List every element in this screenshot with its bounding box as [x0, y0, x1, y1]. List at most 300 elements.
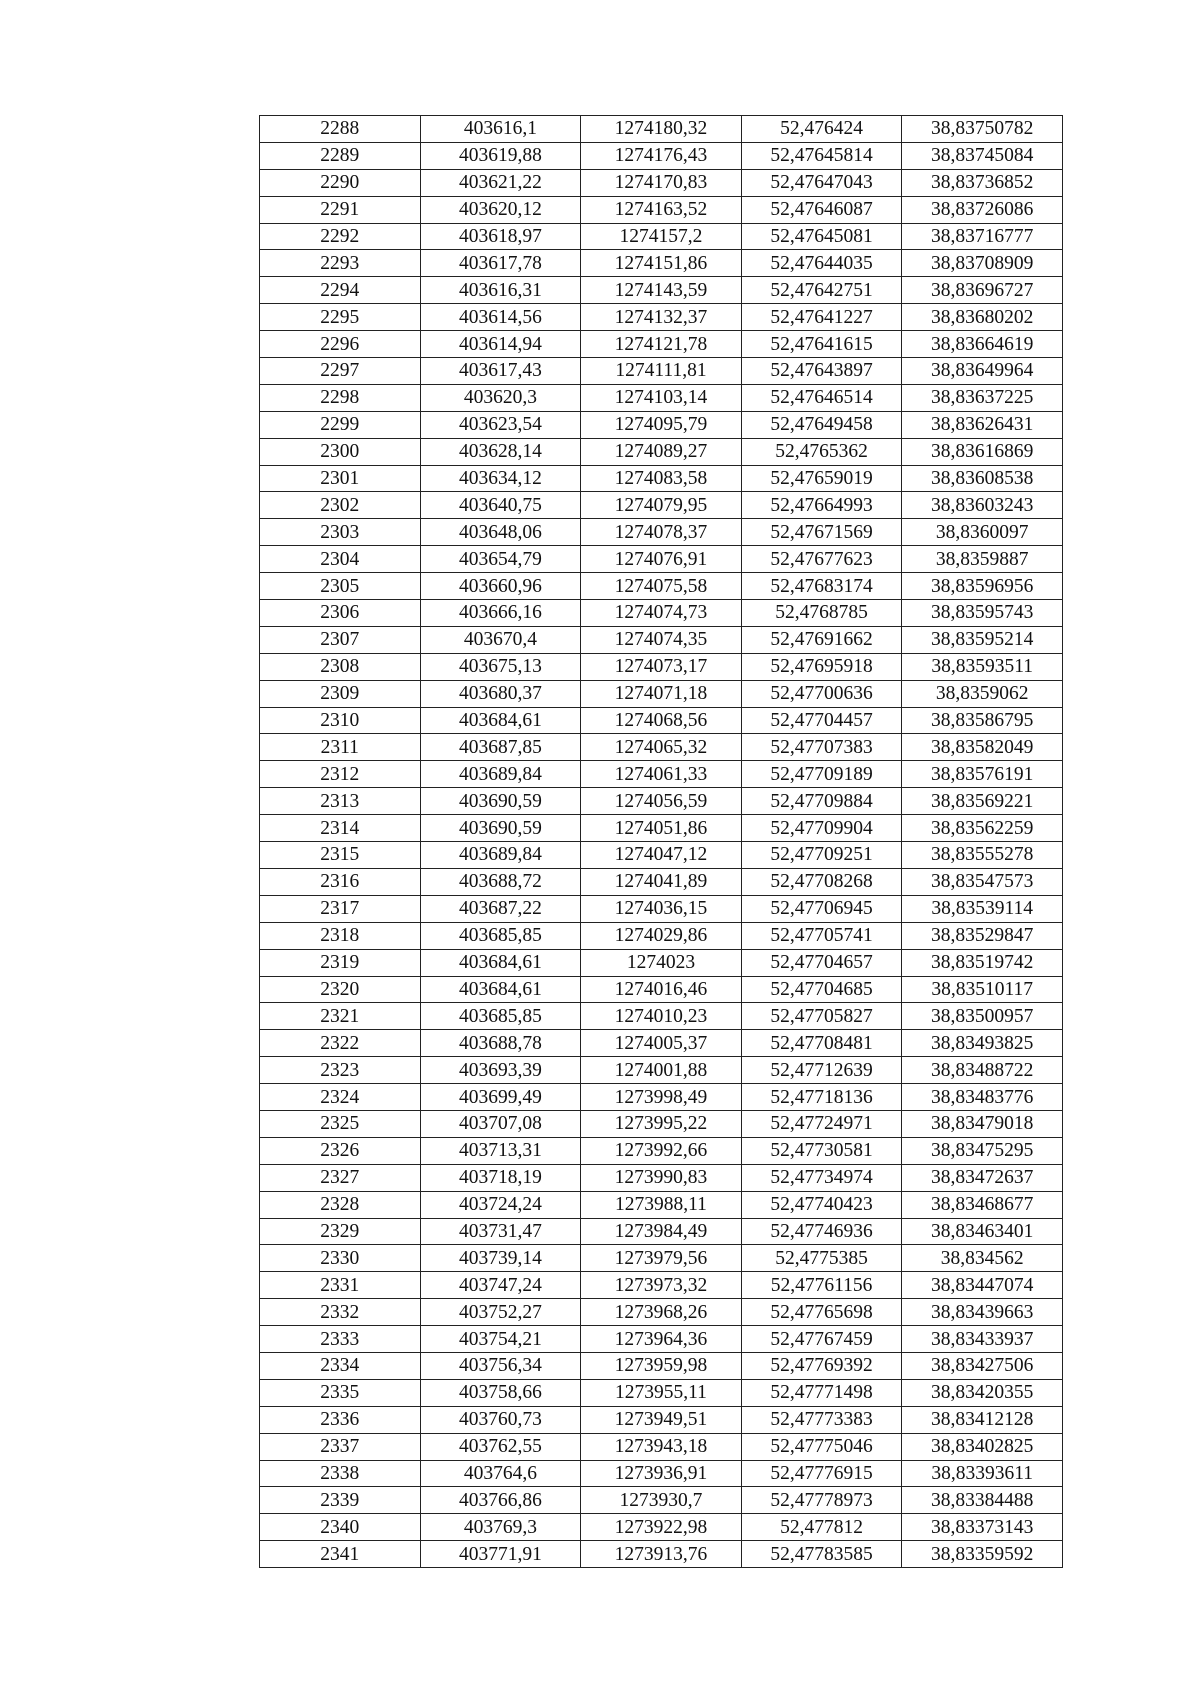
- x-coordinate-cell: 403756,34: [420, 1352, 581, 1379]
- y-coordinate-cell: 1274073,17: [581, 653, 742, 680]
- longitude-cell: 38,83595743: [902, 600, 1063, 627]
- y-coordinate-cell: 1273988,11: [581, 1191, 742, 1218]
- longitude-cell: 38,834562: [902, 1245, 1063, 1272]
- y-coordinate-cell: 1274005,37: [581, 1030, 742, 1057]
- table-row: [260, 1379, 1063, 1406]
- table-row: [260, 358, 1063, 385]
- y-coordinate-cell: 1274180,32: [581, 116, 742, 143]
- longitude-cell: 38,83420355: [902, 1379, 1063, 1406]
- longitude-cell: 38,83664619: [902, 331, 1063, 358]
- y-coordinate-cell: 1274151,86: [581, 250, 742, 277]
- latitude-cell: 52,47775046: [741, 1433, 902, 1460]
- longitude-cell: 38,83637225: [902, 384, 1063, 411]
- latitude-cell: 52,47734974: [741, 1164, 902, 1191]
- y-coordinate-cell: 1273943,18: [581, 1433, 742, 1460]
- longitude-cell: 38,83555278: [902, 842, 1063, 869]
- point-number-cell: 2328: [260, 1191, 421, 1218]
- point-number-cell: 2310: [260, 707, 421, 734]
- longitude-cell: 38,83593511: [902, 653, 1063, 680]
- x-coordinate-cell: 403739,14: [420, 1245, 581, 1272]
- longitude-cell: 38,83569221: [902, 788, 1063, 815]
- x-coordinate-cell: 403675,13: [420, 653, 581, 680]
- point-number-cell: 2316: [260, 868, 421, 895]
- point-number-cell: 2289: [260, 142, 421, 169]
- y-coordinate-cell: 1274078,37: [581, 519, 742, 546]
- x-coordinate-cell: 403690,59: [420, 815, 581, 842]
- longitude-cell: 38,8359887: [902, 546, 1063, 573]
- longitude-cell: 38,83708909: [902, 250, 1063, 277]
- x-coordinate-cell: 403690,59: [420, 788, 581, 815]
- x-coordinate-cell: 403648,06: [420, 519, 581, 546]
- y-coordinate-cell: 1274143,59: [581, 277, 742, 304]
- x-coordinate-cell: 403685,85: [420, 922, 581, 949]
- y-coordinate-cell: 1274051,86: [581, 815, 742, 842]
- y-coordinate-cell: 1274074,35: [581, 626, 742, 653]
- x-coordinate-cell: 403687,85: [420, 734, 581, 761]
- longitude-cell: 38,83359592: [902, 1541, 1063, 1568]
- table-row: [260, 411, 1063, 438]
- y-coordinate-cell: 1273990,83: [581, 1164, 742, 1191]
- point-number-cell: 2309: [260, 680, 421, 707]
- table-row: [260, 842, 1063, 869]
- y-coordinate-cell: 1273964,36: [581, 1326, 742, 1353]
- point-number-cell: 2320: [260, 976, 421, 1003]
- y-coordinate-cell: 1274089,27: [581, 438, 742, 465]
- table-row: [260, 707, 1063, 734]
- x-coordinate-cell: 403621,22: [420, 169, 581, 196]
- latitude-cell: 52,47709189: [741, 761, 902, 788]
- y-coordinate-cell: 1274157,2: [581, 223, 742, 250]
- point-number-cell: 2323: [260, 1057, 421, 1084]
- y-coordinate-cell: 1274076,91: [581, 546, 742, 573]
- point-number-cell: 2321: [260, 1003, 421, 1030]
- point-number-cell: 2293: [260, 250, 421, 277]
- x-coordinate-cell: 403699,49: [420, 1084, 581, 1111]
- table-row: [260, 250, 1063, 277]
- y-coordinate-cell: 1273973,32: [581, 1272, 742, 1299]
- y-coordinate-cell: 1274001,88: [581, 1057, 742, 1084]
- x-coordinate-cell: 403660,96: [420, 573, 581, 600]
- x-coordinate-cell: 403762,55: [420, 1433, 581, 1460]
- table-row: [260, 1003, 1063, 1030]
- latitude-cell: 52,47740423: [741, 1191, 902, 1218]
- latitude-cell: 52,47691662: [741, 626, 902, 653]
- point-number-cell: 2295: [260, 304, 421, 331]
- table-row: [260, 761, 1063, 788]
- x-coordinate-cell: 403684,61: [420, 976, 581, 1003]
- x-coordinate-cell: 403764,6: [420, 1460, 581, 1487]
- latitude-cell: 52,47677623: [741, 546, 902, 573]
- y-coordinate-cell: 1274061,33: [581, 761, 742, 788]
- point-number-cell: 2324: [260, 1084, 421, 1111]
- longitude-cell: 38,83603243: [902, 492, 1063, 519]
- y-coordinate-cell: 1274095,79: [581, 411, 742, 438]
- point-number-cell: 2335: [260, 1379, 421, 1406]
- y-coordinate-cell: 1274041,89: [581, 868, 742, 895]
- latitude-cell: 52,47646087: [741, 196, 902, 223]
- point-number-cell: 2318: [260, 922, 421, 949]
- latitude-cell: 52,47712639: [741, 1057, 902, 1084]
- y-coordinate-cell: 1273995,22: [581, 1110, 742, 1137]
- longitude-cell: 38,83576191: [902, 761, 1063, 788]
- point-number-cell: 2333: [260, 1326, 421, 1353]
- latitude-cell: 52,47645081: [741, 223, 902, 250]
- longitude-cell: 38,83649964: [902, 358, 1063, 385]
- latitude-cell: 52,47704657: [741, 949, 902, 976]
- longitude-cell: 38,83736852: [902, 169, 1063, 196]
- x-coordinate-cell: 403619,88: [420, 142, 581, 169]
- y-coordinate-cell: 1274083,58: [581, 465, 742, 492]
- latitude-cell: 52,47706945: [741, 895, 902, 922]
- longitude-cell: 38,83493825: [902, 1030, 1063, 1057]
- table-row: [260, 949, 1063, 976]
- latitude-cell: 52,47708268: [741, 868, 902, 895]
- y-coordinate-cell: 1273955,11: [581, 1379, 742, 1406]
- longitude-cell: 38,83547573: [902, 868, 1063, 895]
- table-row: [260, 169, 1063, 196]
- x-coordinate-cell: 403718,19: [420, 1164, 581, 1191]
- point-number-cell: 2340: [260, 1514, 421, 1541]
- longitude-cell: 38,83439663: [902, 1299, 1063, 1326]
- point-number-cell: 2322: [260, 1030, 421, 1057]
- x-coordinate-cell: 403617,43: [420, 358, 581, 385]
- table-row: [260, 1084, 1063, 1111]
- latitude-cell: 52,477812: [741, 1514, 902, 1541]
- latitude-cell: 52,47704685: [741, 976, 902, 1003]
- y-coordinate-cell: 1274132,37: [581, 304, 742, 331]
- longitude-cell: 38,83586795: [902, 707, 1063, 734]
- table-row: [260, 519, 1063, 546]
- table-row: [260, 142, 1063, 169]
- point-number-cell: 2313: [260, 788, 421, 815]
- table-row: [260, 1406, 1063, 1433]
- x-coordinate-cell: 403731,47: [420, 1218, 581, 1245]
- table-row: [260, 1137, 1063, 1164]
- latitude-cell: 52,47645814: [741, 142, 902, 169]
- latitude-cell: 52,47643897: [741, 358, 902, 385]
- latitude-cell: 52,47783585: [741, 1541, 902, 1568]
- latitude-cell: 52,47707383: [741, 734, 902, 761]
- point-number-cell: 2292: [260, 223, 421, 250]
- table-row: [260, 1245, 1063, 1272]
- y-coordinate-cell: 1274065,32: [581, 734, 742, 761]
- latitude-cell: 52,47771498: [741, 1379, 902, 1406]
- y-coordinate-cell: 1273984,49: [581, 1218, 742, 1245]
- latitude-cell: 52,47773383: [741, 1406, 902, 1433]
- x-coordinate-cell: 403687,22: [420, 895, 581, 922]
- y-coordinate-cell: 1273913,76: [581, 1541, 742, 1568]
- longitude-cell: 38,83393611: [902, 1460, 1063, 1487]
- table-row: [260, 976, 1063, 1003]
- table-row: [260, 492, 1063, 519]
- y-coordinate-cell: 1274170,83: [581, 169, 742, 196]
- table-row: [260, 680, 1063, 707]
- x-coordinate-cell: 403760,73: [420, 1406, 581, 1433]
- x-coordinate-cell: 403654,79: [420, 546, 581, 573]
- longitude-cell: 38,8360097: [902, 519, 1063, 546]
- point-number-cell: 2298: [260, 384, 421, 411]
- x-coordinate-cell: 403724,24: [420, 1191, 581, 1218]
- point-number-cell: 2338: [260, 1460, 421, 1487]
- x-coordinate-cell: 403688,72: [420, 868, 581, 895]
- y-coordinate-cell: 1274176,43: [581, 142, 742, 169]
- y-coordinate-cell: 1273959,98: [581, 1352, 742, 1379]
- x-coordinate-cell: 403616,31: [420, 277, 581, 304]
- x-coordinate-cell: 403758,66: [420, 1379, 581, 1406]
- point-number-cell: 2290: [260, 169, 421, 196]
- point-number-cell: 2288: [260, 116, 421, 143]
- point-number-cell: 2327: [260, 1164, 421, 1191]
- longitude-cell: 38,83539114: [902, 895, 1063, 922]
- longitude-cell: 38,83582049: [902, 734, 1063, 761]
- longitude-cell: 38,83468677: [902, 1191, 1063, 1218]
- longitude-cell: 38,83616869: [902, 438, 1063, 465]
- point-number-cell: 2300: [260, 438, 421, 465]
- point-number-cell: 2332: [260, 1299, 421, 1326]
- point-number-cell: 2297: [260, 358, 421, 385]
- latitude-cell: 52,47765698: [741, 1299, 902, 1326]
- point-number-cell: 2317: [260, 895, 421, 922]
- x-coordinate-cell: 403689,84: [420, 842, 581, 869]
- longitude-cell: 38,83463401: [902, 1218, 1063, 1245]
- y-coordinate-cell: 1273968,26: [581, 1299, 742, 1326]
- y-coordinate-cell: 1274036,15: [581, 895, 742, 922]
- longitude-cell: 38,83412128: [902, 1406, 1063, 1433]
- x-coordinate-cell: 403617,78: [420, 250, 581, 277]
- y-coordinate-cell: 1273992,66: [581, 1137, 742, 1164]
- latitude-cell: 52,47746936: [741, 1218, 902, 1245]
- latitude-cell: 52,47769392: [741, 1352, 902, 1379]
- latitude-cell: 52,47647043: [741, 169, 902, 196]
- x-coordinate-cell: 403680,37: [420, 680, 581, 707]
- latitude-cell: 52,4775385: [741, 1245, 902, 1272]
- x-coordinate-cell: 403623,54: [420, 411, 581, 438]
- x-coordinate-cell: 403684,61: [420, 707, 581, 734]
- longitude-cell: 38,83447074: [902, 1272, 1063, 1299]
- x-coordinate-cell: 403769,3: [420, 1514, 581, 1541]
- point-number-cell: 2299: [260, 411, 421, 438]
- latitude-cell: 52,47695918: [741, 653, 902, 680]
- table-row: [260, 1352, 1063, 1379]
- longitude-cell: 38,83680202: [902, 304, 1063, 331]
- longitude-cell: 38,83696727: [902, 277, 1063, 304]
- point-number-cell: 2314: [260, 815, 421, 842]
- x-coordinate-cell: 403754,21: [420, 1326, 581, 1353]
- x-coordinate-cell: 403713,31: [420, 1137, 581, 1164]
- x-coordinate-cell: 403628,14: [420, 438, 581, 465]
- x-coordinate-cell: 403634,12: [420, 465, 581, 492]
- longitude-cell: 38,83475295: [902, 1137, 1063, 1164]
- y-coordinate-cell: 1274047,12: [581, 842, 742, 869]
- point-number-cell: 2334: [260, 1352, 421, 1379]
- point-number-cell: 2296: [260, 331, 421, 358]
- table-row: [260, 1541, 1063, 1568]
- y-coordinate-cell: 1273922,98: [581, 1514, 742, 1541]
- x-coordinate-cell: 403666,16: [420, 600, 581, 627]
- table-row: [260, 895, 1063, 922]
- longitude-cell: 38,83595214: [902, 626, 1063, 653]
- longitude-cell: 38,83626431: [902, 411, 1063, 438]
- table-row: [260, 196, 1063, 223]
- longitude-cell: 38,83373143: [902, 1514, 1063, 1541]
- y-coordinate-cell: 1274111,81: [581, 358, 742, 385]
- point-number-cell: 2304: [260, 546, 421, 573]
- x-coordinate-cell: 403752,27: [420, 1299, 581, 1326]
- table-row: [260, 1299, 1063, 1326]
- y-coordinate-cell: 1274103,14: [581, 384, 742, 411]
- latitude-cell: 52,47709251: [741, 842, 902, 869]
- longitude-cell: 38,83472637: [902, 1164, 1063, 1191]
- point-number-cell: 2308: [260, 653, 421, 680]
- y-coordinate-cell: 1274079,95: [581, 492, 742, 519]
- coordinates-table-body: [260, 116, 1063, 1568]
- longitude-cell: 38,83402825: [902, 1433, 1063, 1460]
- table-row: [260, 1030, 1063, 1057]
- y-coordinate-cell: 1274010,23: [581, 1003, 742, 1030]
- x-coordinate-cell: 403689,84: [420, 761, 581, 788]
- table-row: [260, 1272, 1063, 1299]
- x-coordinate-cell: 403688,78: [420, 1030, 581, 1057]
- table-row: [260, 868, 1063, 895]
- longitude-cell: 38,83483776: [902, 1084, 1063, 1111]
- point-number-cell: 2337: [260, 1433, 421, 1460]
- table-row: [260, 1218, 1063, 1245]
- latitude-cell: 52,47767459: [741, 1326, 902, 1353]
- x-coordinate-cell: 403771,91: [420, 1541, 581, 1568]
- point-number-cell: 2339: [260, 1487, 421, 1514]
- table-row: [260, 304, 1063, 331]
- y-coordinate-cell: 1273949,51: [581, 1406, 742, 1433]
- table-row: [260, 116, 1063, 143]
- point-number-cell: 2291: [260, 196, 421, 223]
- point-number-cell: 2294: [260, 277, 421, 304]
- latitude-cell: 52,4768785: [741, 600, 902, 627]
- x-coordinate-cell: 403670,4: [420, 626, 581, 653]
- latitude-cell: 52,47641227: [741, 304, 902, 331]
- latitude-cell: 52,47705827: [741, 1003, 902, 1030]
- longitude-cell: 38,83488722: [902, 1057, 1063, 1084]
- y-coordinate-cell: 1274074,73: [581, 600, 742, 627]
- x-coordinate-cell: 403614,56: [420, 304, 581, 331]
- latitude-cell: 52,47704457: [741, 707, 902, 734]
- y-coordinate-cell: 1274016,46: [581, 976, 742, 1003]
- x-coordinate-cell: 403747,24: [420, 1272, 581, 1299]
- latitude-cell: 52,47641615: [741, 331, 902, 358]
- latitude-cell: 52,47683174: [741, 573, 902, 600]
- latitude-cell: 52,47644035: [741, 250, 902, 277]
- point-number-cell: 2315: [260, 842, 421, 869]
- latitude-cell: 52,47708481: [741, 1030, 902, 1057]
- y-coordinate-cell: 1274029,86: [581, 922, 742, 949]
- latitude-cell: 52,47761156: [741, 1272, 902, 1299]
- point-number-cell: 2311: [260, 734, 421, 761]
- table-row: [260, 384, 1063, 411]
- table-row: [260, 1433, 1063, 1460]
- latitude-cell: 52,4765362: [741, 438, 902, 465]
- point-number-cell: 2303: [260, 519, 421, 546]
- x-coordinate-cell: 403693,39: [420, 1057, 581, 1084]
- longitude-cell: 38,83510117: [902, 976, 1063, 1003]
- latitude-cell: 52,47730581: [741, 1137, 902, 1164]
- point-number-cell: 2329: [260, 1218, 421, 1245]
- table-row: [260, 788, 1063, 815]
- y-coordinate-cell: 1273979,56: [581, 1245, 742, 1272]
- longitude-cell: 38,83716777: [902, 223, 1063, 250]
- table-row: [260, 653, 1063, 680]
- latitude-cell: 52,47700636: [741, 680, 902, 707]
- longitude-cell: 38,83519742: [902, 949, 1063, 976]
- latitude-cell: 52,47776915: [741, 1460, 902, 1487]
- longitude-cell: 38,83750782: [902, 116, 1063, 143]
- y-coordinate-cell: 1274056,59: [581, 788, 742, 815]
- point-number-cell: 2341: [260, 1541, 421, 1568]
- point-number-cell: 2306: [260, 600, 421, 627]
- point-number-cell: 2326: [260, 1137, 421, 1164]
- table-row: [260, 1191, 1063, 1218]
- latitude-cell: 52,47646514: [741, 384, 902, 411]
- y-coordinate-cell: 1274163,52: [581, 196, 742, 223]
- point-number-cell: 2336: [260, 1406, 421, 1433]
- x-coordinate-cell: 403614,94: [420, 331, 581, 358]
- longitude-cell: 38,83384488: [902, 1487, 1063, 1514]
- x-coordinate-cell: 403684,61: [420, 949, 581, 976]
- point-number-cell: 2301: [260, 465, 421, 492]
- table-row: [260, 1164, 1063, 1191]
- longitude-cell: 38,83479018: [902, 1110, 1063, 1137]
- point-number-cell: 2330: [260, 1245, 421, 1272]
- table-row: [260, 922, 1063, 949]
- longitude-cell: 38,83433937: [902, 1326, 1063, 1353]
- table-row: [260, 1514, 1063, 1541]
- point-number-cell: 2307: [260, 626, 421, 653]
- table-row: [260, 626, 1063, 653]
- table-row: [260, 331, 1063, 358]
- latitude-cell: 52,47705741: [741, 922, 902, 949]
- latitude-cell: 52,47649458: [741, 411, 902, 438]
- latitude-cell: 52,47709884: [741, 788, 902, 815]
- y-coordinate-cell: 1274023: [581, 949, 742, 976]
- point-number-cell: 2305: [260, 573, 421, 600]
- table-row: [260, 1110, 1063, 1137]
- point-number-cell: 2302: [260, 492, 421, 519]
- latitude-cell: 52,47778973: [741, 1487, 902, 1514]
- point-number-cell: 2319: [260, 949, 421, 976]
- y-coordinate-cell: 1273936,91: [581, 1460, 742, 1487]
- longitude-cell: 38,83562259: [902, 815, 1063, 842]
- longitude-cell: 38,83726086: [902, 196, 1063, 223]
- table-row: [260, 438, 1063, 465]
- point-number-cell: 2331: [260, 1272, 421, 1299]
- x-coordinate-cell: 403618,97: [420, 223, 581, 250]
- y-coordinate-cell: 1274071,18: [581, 680, 742, 707]
- x-coordinate-cell: 403766,86: [420, 1487, 581, 1514]
- latitude-cell: 52,47659019: [741, 465, 902, 492]
- x-coordinate-cell: 403640,75: [420, 492, 581, 519]
- point-number-cell: 2312: [260, 761, 421, 788]
- longitude-cell: 38,83500957: [902, 1003, 1063, 1030]
- x-coordinate-cell: 403620,3: [420, 384, 581, 411]
- table-row: [260, 600, 1063, 627]
- y-coordinate-cell: 1273998,49: [581, 1084, 742, 1111]
- table-row: [260, 1460, 1063, 1487]
- table-row: [260, 465, 1063, 492]
- table-row: [260, 277, 1063, 304]
- table-row: [260, 223, 1063, 250]
- longitude-cell: 38,83745084: [902, 142, 1063, 169]
- table-row: [260, 1487, 1063, 1514]
- table-row: [260, 546, 1063, 573]
- y-coordinate-cell: 1273930,7: [581, 1487, 742, 1514]
